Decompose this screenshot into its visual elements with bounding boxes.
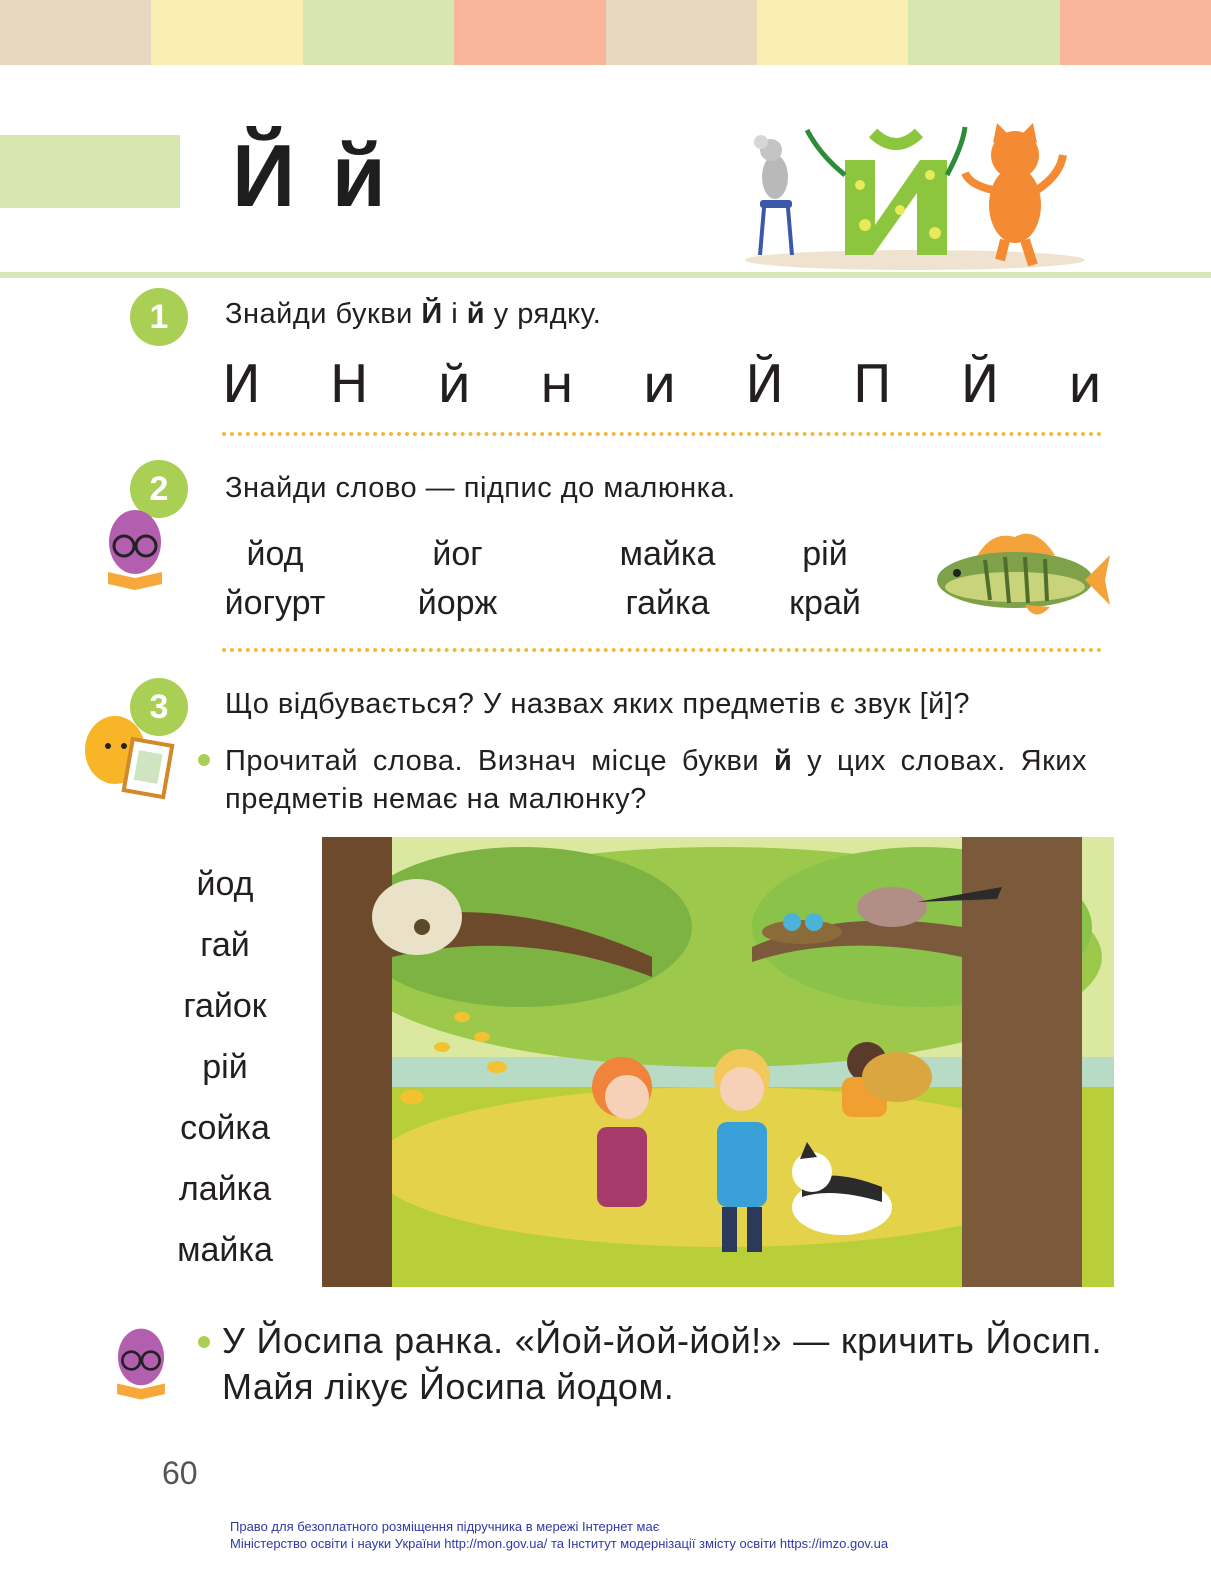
letter: н xyxy=(539,355,574,415)
word: гай xyxy=(200,926,250,964)
task2-word-grid xyxy=(215,535,895,623)
word: йорж xyxy=(417,584,498,622)
word: гайка xyxy=(625,584,710,622)
word: йод xyxy=(196,865,254,903)
task1-instruction xyxy=(225,298,601,331)
word: майка xyxy=(177,1231,273,1269)
owl-reading-icon xyxy=(110,1318,172,1403)
dotted-divider xyxy=(222,648,1102,652)
task2-instruction: Знайди слово — підпис до малюнка. xyxy=(225,472,736,504)
letter-row xyxy=(222,355,1102,415)
task3-word-column xyxy=(165,862,285,1289)
ruffe-fish-illustration xyxy=(935,525,1110,625)
word: гайок xyxy=(183,987,267,1025)
word: йог xyxy=(432,535,483,573)
footer-line: Міністерство освіти і науки України http://mon.gov.ua/ та Інститут модернізації змісту освіти https://imzo.gov.ua xyxy=(230,1536,889,1551)
word: край xyxy=(789,584,861,622)
letter-characters-illustration xyxy=(725,115,1100,275)
title-band xyxy=(0,135,180,208)
stripe xyxy=(151,0,302,65)
forest-scene-illustration xyxy=(322,837,1114,1287)
copyright-footer xyxy=(230,1518,888,1552)
task1-bold-lower: й xyxy=(466,298,486,330)
page-title: Й й xyxy=(232,126,392,225)
stripe xyxy=(0,0,151,65)
task-number-2: 2 xyxy=(130,460,188,518)
stripe xyxy=(1060,0,1211,65)
word: рій xyxy=(802,535,848,573)
task1-bold-upper: Й xyxy=(421,298,443,330)
letter: Н xyxy=(329,355,369,415)
word: рій xyxy=(202,1048,248,1086)
dotted-divider xyxy=(222,432,1102,436)
letter: и xyxy=(1068,355,1102,415)
footer-line: Право для безоплатного розміщення підручника в мережі Інтернет має xyxy=(230,1519,660,1534)
stripe xyxy=(908,0,1059,65)
bullet xyxy=(198,1336,210,1348)
task3-instr-before: Прочитай слова. Визнач місце букви xyxy=(225,745,774,777)
task-number-3: 3 xyxy=(130,678,188,736)
letter: и xyxy=(642,355,677,415)
stripe xyxy=(454,0,605,65)
task1-text-mid: і xyxy=(442,298,467,330)
task1-text-after: у рядку. xyxy=(485,298,602,330)
header-stripes xyxy=(0,0,1211,65)
word: йогурт xyxy=(224,584,326,622)
word: майка xyxy=(619,535,716,573)
word: лайка xyxy=(178,1170,272,1208)
letter: й xyxy=(437,355,472,415)
stripe xyxy=(757,0,908,65)
letter: П xyxy=(852,355,892,415)
stripe xyxy=(303,0,454,65)
word: йод xyxy=(246,535,304,573)
letter: И xyxy=(222,355,261,415)
task3-instr-after: у цих словах. Яких предметів немає на малюнку? xyxy=(225,745,1088,815)
owl-reading-icon xyxy=(100,500,170,592)
task1-text-before: Знайди букви xyxy=(225,298,422,330)
header-divider xyxy=(0,272,1211,278)
page-number: 60 xyxy=(162,1455,198,1491)
task3-question: Що відбувається? У назвах яких предметів є звук [й]? xyxy=(225,688,971,720)
stripe xyxy=(606,0,757,65)
task3-instruction xyxy=(225,742,1087,818)
character-with-picture-icon xyxy=(80,712,180,802)
letter: Й xyxy=(960,355,1000,415)
task3-instr-bold: й xyxy=(773,745,793,777)
story-text: У Йосипа ранка. «Йой-йой-йой!» — кричить Йосип. Майя лікує Йосипа йодом. xyxy=(222,1320,1102,1407)
letter: Й xyxy=(745,355,785,415)
task-number-1: 1 xyxy=(130,288,188,346)
word: сойка xyxy=(180,1109,270,1147)
bullet xyxy=(198,754,210,766)
